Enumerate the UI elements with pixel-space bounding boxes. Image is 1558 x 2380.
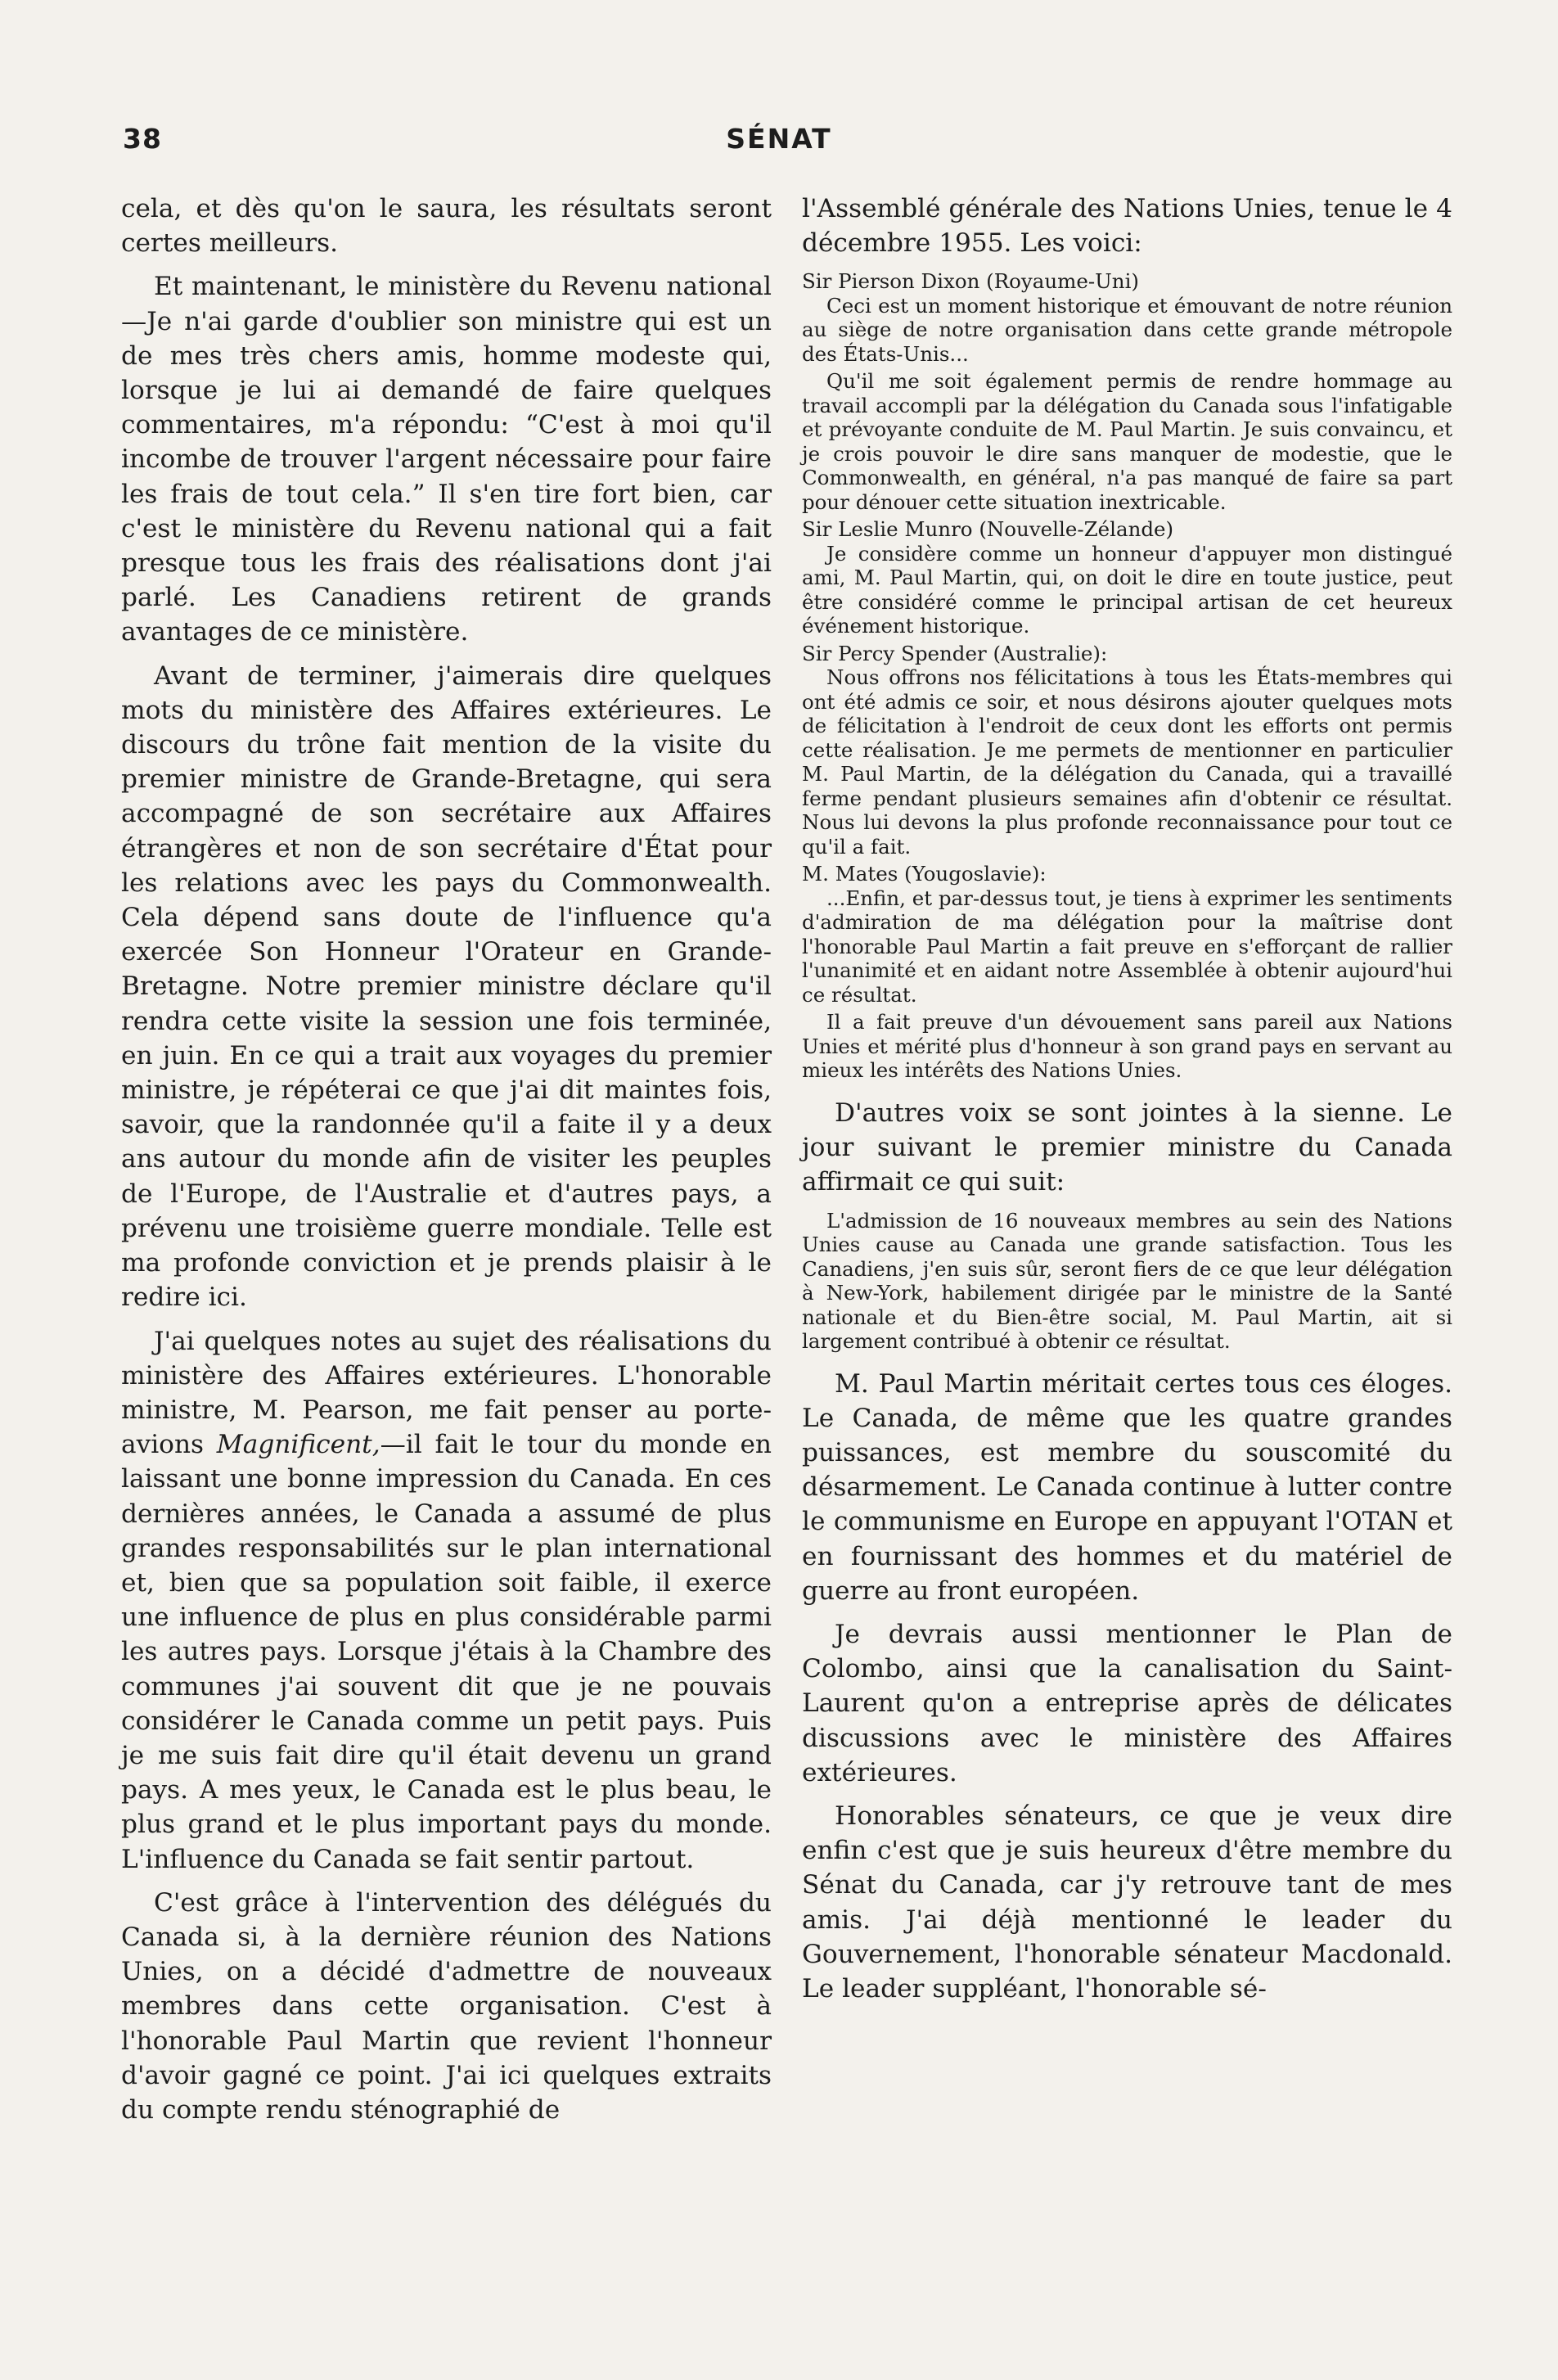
paragraph: M. Paul Martin méritait certes tous ces éloges. Le Canada, de même que les quatre grandes puissances, est membre du souscomité du désarmement. Le Canada continue à lutter contre le communisme en Europe en appuyant l'OTAN et en fournissant des hommes et du matériel de guerre au front européen. <box>802 1368 1452 1606</box>
quotation: Je considère comme un honneur d'appuyer mon distingué ami, M. Paul Martin, qui, on doit le dire en toute justice, peut être considéré comme le principal artisan de cet heureux événement historique. <box>802 541 1452 638</box>
text-run: —il fait le tour du monde en laissant une bonne impression du Canada. En ces dernières années, le Canada a assumé de plus grandes responsabilités sur le plan international et, bien que sa population soit faible, il exerce une influence de plus en plus considérable parmi les autres pays. Lorsque j'étais à la Chambre des communes j'ai souvent dit que je ne pouvais considérer le Canada comme un petit pays. Puis je me suis fait dire qu'il était devenu un grand pays. A mes yeux, le Canada est le plus beau, le plus grand et le plus important pays du monde. L'influence du Canada se fait sentir partout. <box>121 1430 772 1874</box>
paragraph: Avant de terminer, j'aimerais dire quelques mots du ministère des Affaires extérieures. Le discours du trône fait mention de la visite du premier ministre de Grande-Bretagne, qui sera accompagné de son secrétaire aux Affaires étrangères et non de son secrétaire d'État pour les relations avec les pays du Commonwealth. Cela dépend sans doute de l'influence qu'a exercée Son Honneur l'Orateur en Grande-Bretagne. Notre premier ministre déclare qu'il rendra cette visite la session une fois terminée, en juin. En ce qui a trait aux voyages du premier ministre, je répéterai ce que j'ai dit maintes fois, savoir, que la randonnée qu'il a faite il y a deux ans autour du monde afin de visiter les peuples de l'Europe, de l'Australie et d'autres pays, a prévenu une troisième guerre mondiale. Telle est ma profonde conviction et je prends plaisir à le redire ici. <box>121 660 772 1313</box>
speaker-name: M. Mates (Yougoslavie): <box>802 862 1047 886</box>
quotation: L'admission de 16 nouveaux membres au sein des Nations Unies cause au Canada une grande satisfaction. Tous les Canadiens, j'en suis sûr, seront fiers de ce que leur délégation à New-York, habilement dirigée par le ministre de la Santé nationale et du Bien-être social, M. Paul Martin, ait si largement contribué à obtenir ce résultat. <box>802 1208 1452 1354</box>
quotation: ...Enfin, et par-dessus tout, je tiens à exprimer les sentiments d'admiration de ma délégation pour la maîtrise dont l'honorable Paul Martin a fait preuve en s'efforçant de rallier l'unanimité et en aidant notre Assemblée à obtenir aujourd'hui ce résultat. <box>802 886 1452 1007</box>
paragraph: cela, et dès qu'on le saura, les résultats seront certes meilleurs. <box>121 194 772 259</box>
right-column <box>802 192 1452 2015</box>
quotation: Ceci est un moment historique et émouvant de notre réunion au siège de notre organisation dans cette grande métropole des États-Unis... <box>802 293 1452 366</box>
speaker-name: Sir Pierson Dixon (Royaume-Uni) <box>802 269 1139 294</box>
quotation: Nous offrons nos félicitations à tous les États-membres qui ont été admis ce soir, et nous désirons ajouter quelques mots de félicitation à l'endroit de ceux dont les efforts ont permis cette réalisation. Je me permets de mentionner en particulier M. Paul Martin, de la délégation du Canada, qui a travaillé ferme pendant plusieurs semaines afin d'obtenir ce résultat. Nous lui devons la plus profonde reconnaissance pour tout ce qu'il a fait. <box>802 665 1452 859</box>
paragraph: C'est grâce à l'intervention des délégués du Canada si, à la dernière réunion des Nations Unies, on a décidé d'admettre de nouveaux membres dans cette organisation. C'est à l'honorable Paul Martin que revient l'honneur d'avoir gagné ce point. J'ai ici quelques extraits du compte rendu sténographié de <box>121 1887 772 2125</box>
paragraph: Je devrais aussi mentionner le Plan de Colombo, ainsi que la canalisation du Saint-Laurent qu'on a entreprise après de délicates discussions avec le ministère des Affaires extérieures. <box>802 1619 1452 1787</box>
page-number: 38 <box>123 123 162 155</box>
paragraph <box>121 1324 772 1877</box>
left-column <box>121 192 772 2136</box>
paragraph: D'autres voix se sont jointes à la sienne. Le jour suivant le premier ministre du Canada affirmait ce qui suit: <box>802 1098 1452 1197</box>
ship-name-italic: Magnificent, <box>216 1430 380 1460</box>
paragraph: Honorables sénateurs, ce que je veux dire enfin c'est que je suis heureux d'être membre du Sénat du Canada, car j'y retrouve tant de mes amis. J'ai déjà mentionné le leader du Gouvernement, l'honorable sénateur Macdonald. Le leader suppléant, l'honorable sé- <box>802 1801 1452 2004</box>
paragraph: Et maintenant, le ministère du Revenu national—Je n'ai garde d'oublier son ministre qui est un de mes très chers amis, homme modeste qui, lorsque je lui ai demandé de faire quelques commentaires, m'a répondu: “C'est à moi qu'il incombe de trouver l'argent nécessaire pour faire les frais de tout cela.” Il s'en tire fort bien, car c'est le ministère du Revenu national qui a fait presque tous les frais des réalisations dont j'ai parlé. Les Canadiens retirent de grands avantages de ce ministère. <box>121 272 772 647</box>
quotation: Qu'il me soit également permis de rendre hommage au travail accompli par la délégation du Canada sous l'infatigable et prévoyante conduite de M. Paul Martin. Je suis convaincu, et je crois pouvoir le dire sans manquer de modestie, que le Commonwealth, en général, n'a pas manqué de faire sa part pour dénouer cette situation inextricable. <box>802 369 1452 514</box>
quotation: Il a fait preuve d'un dévouement sans pareil aux Nations Unies et mérité plus d'honneur à son grand pays en servant au mieux les intérêts des Nations Unies. <box>802 1010 1452 1083</box>
speaker-name: Sir Leslie Munro (Nouvelle-Zélande) <box>802 517 1174 542</box>
running-head: SÉNAT <box>726 123 832 155</box>
speaker-name: Sir Percy Spender (Australie): <box>802 641 1108 665</box>
paragraph: l'Assemblé générale des Nations Unies, tenue le 4 décembre 1955. Les voici: <box>802 194 1452 259</box>
text-run: J'ai quelques notes au sujet des réalisations du ministère des Affaires extérieures. L'honorable ministre, M. Pearson, me fait penser au porte-avions <box>121 1326 772 1460</box>
